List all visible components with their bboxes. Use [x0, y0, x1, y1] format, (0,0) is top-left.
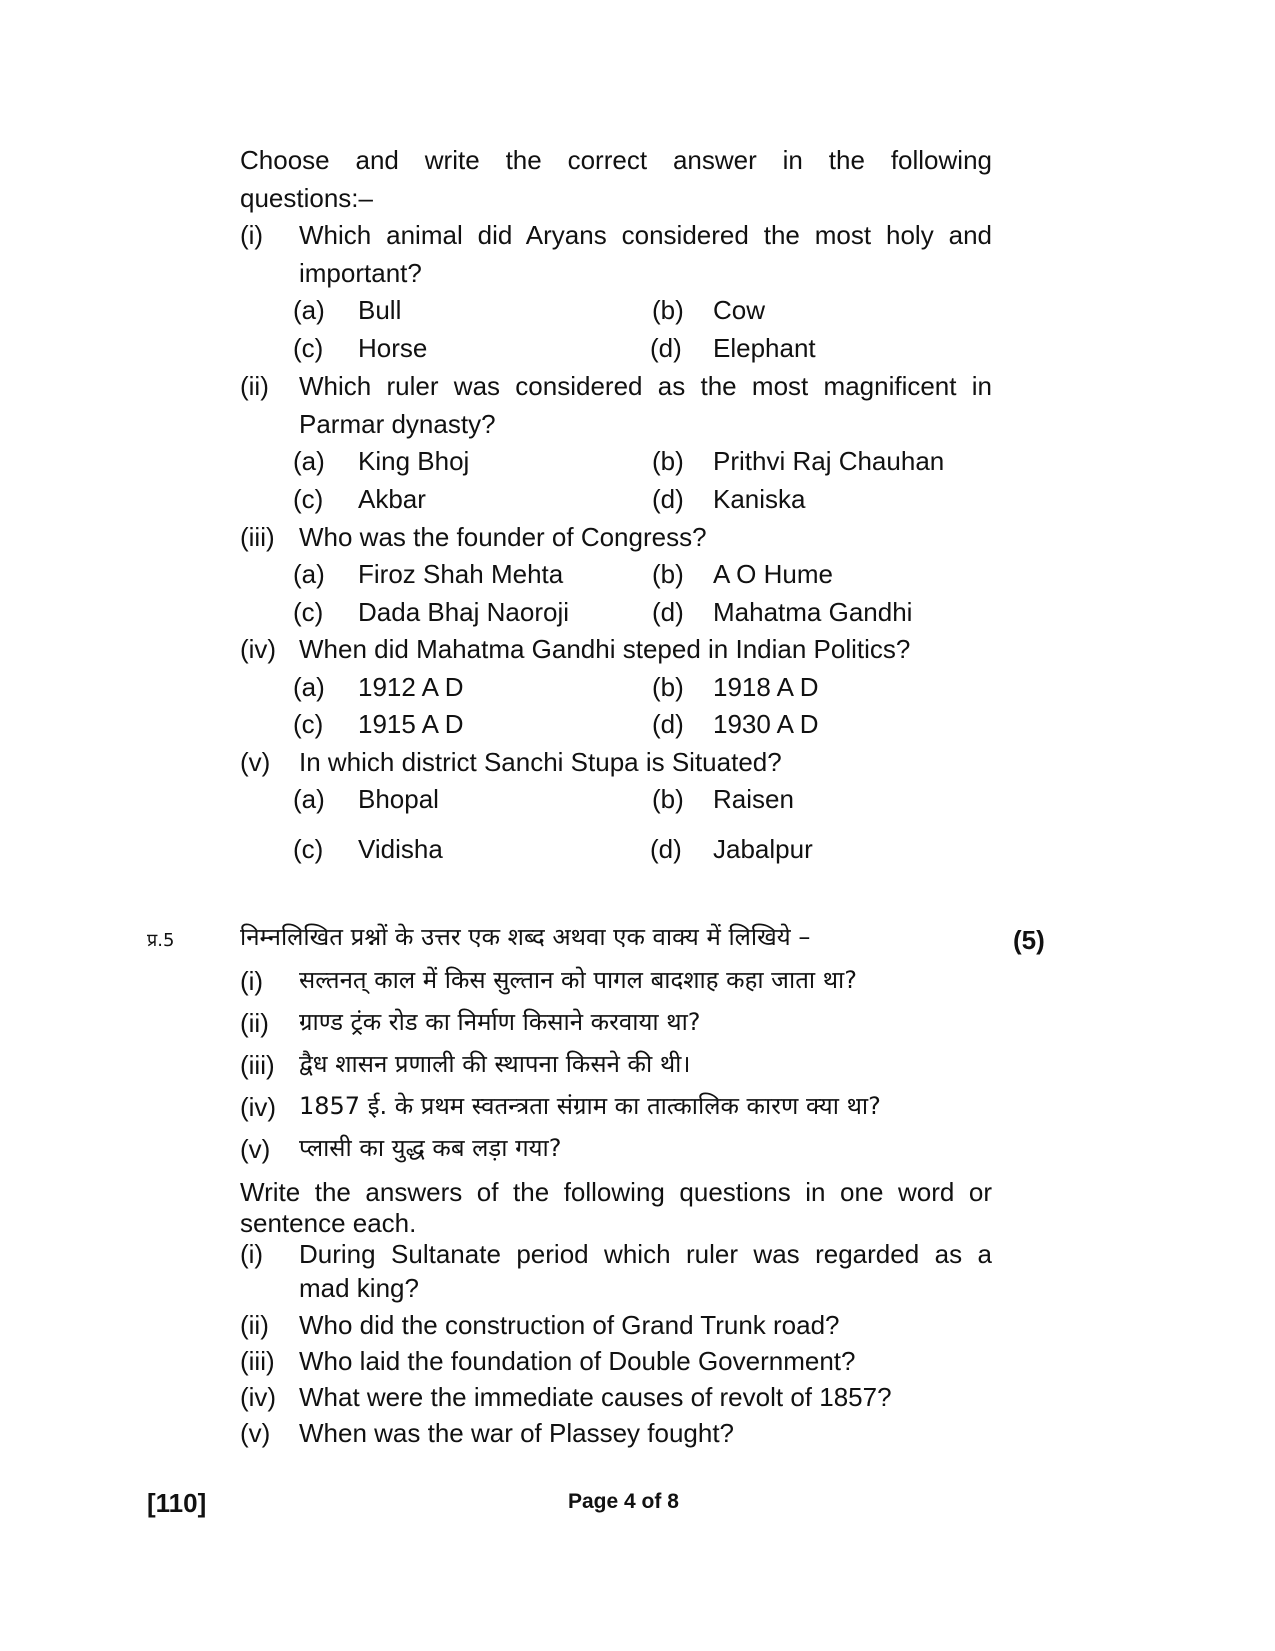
option-text: Elephant: [713, 333, 816, 363]
question-text: When did Mahatma Gandhi steped in Indian Politics?: [299, 634, 911, 664]
option-label: (b): [652, 672, 684, 702]
option-label: (a): [293, 784, 325, 814]
question-text-hindi: ग्राण्ड ट्रंक रोड का निर्माण किसाने करवाया था?: [299, 1008, 701, 1036]
question-number: (i): [240, 220, 264, 250]
option-text: 1918 A D: [713, 672, 819, 702]
option-label: (b): [652, 784, 684, 814]
option-text: Jabalpur: [713, 834, 813, 864]
question-text: important?: [299, 258, 422, 288]
option-label: (d): [652, 709, 684, 739]
question-number: (i): [240, 966, 264, 996]
question-text-hindi: द्वैध शासन प्रणाली की स्थापना किसने की थी।: [299, 1050, 691, 1078]
option-text: Dada Bhaj Naoroji: [358, 597, 570, 627]
option-label: (c): [293, 484, 324, 514]
option-text: A O Hume: [713, 559, 833, 589]
option-text: King Bhoj: [358, 446, 470, 476]
question-text: During Sultanate period which ruler was regarded as a: [299, 1239, 992, 1269]
option-label: (a): [293, 559, 325, 589]
question-text: When was the war of Plassey fought?: [299, 1418, 735, 1448]
question-number: (iii): [240, 522, 275, 552]
option-text: Firoz Shah Mehta: [358, 559, 564, 589]
question-text: In which district Sanchi Stupa is Situated?: [299, 747, 782, 777]
option-text: Akbar: [358, 484, 426, 514]
paper-code: [110]: [147, 1488, 207, 1518]
question-text: What were the immediate causes of revolt of 1857?: [299, 1382, 892, 1412]
question-number: (v): [240, 747, 271, 777]
question-text: Who was the founder of Congress?: [299, 522, 707, 552]
instruction-line: sentence each.: [240, 1208, 417, 1238]
option-label: (d): [650, 333, 682, 363]
option-label: (a): [293, 446, 325, 476]
instruction-hindi: निम्नलिखित प्रश्नों के उत्तर एक शब्द अथवा एक वाक्य में लिखिये –: [240, 923, 811, 951]
question-text-hindi: 1857 ई. के प्रथम स्वतन्त्रता संग्राम का तात्कालिक कारण क्या था?: [299, 1092, 881, 1120]
option-label: (a): [293, 295, 325, 325]
option-label: (b): [652, 559, 684, 589]
option-text: Bhopal: [358, 784, 439, 814]
option-label: (b): [652, 446, 684, 476]
question-number: (i): [240, 1239, 264, 1269]
question-number: (iv): [240, 634, 277, 664]
option-text: 1912 A D: [358, 672, 464, 702]
question-number: (ii): [240, 1310, 269, 1340]
option-label: (c): [293, 333, 324, 363]
instruction-line: Choose and write the correct answer in the following: [240, 145, 992, 175]
question-number: (v): [240, 1418, 271, 1448]
option-label: (d): [652, 597, 684, 627]
option-text: Mahatma Gandhi: [713, 597, 913, 627]
question-text: Which animal did Aryans considered the most holy and: [299, 220, 992, 250]
option-label: (b): [652, 295, 684, 325]
question-number: (ii): [240, 1008, 269, 1038]
option-label: (d): [650, 834, 682, 864]
question-text-hindi: प्लासी का युद्ध कब लड़ा गया?: [299, 1134, 562, 1162]
question-number: (ii): [240, 371, 269, 401]
option-text: Bull: [358, 295, 402, 325]
question-text: Who did the construction of Grand Trunk road?: [299, 1310, 840, 1340]
instruction-line: Write the answers of the following questions in one word or: [240, 1177, 992, 1207]
question-text: Parmar dynasty?: [299, 409, 496, 439]
option-text: 1930 A D: [713, 709, 819, 739]
option-label: (d): [652, 484, 684, 514]
instruction-line: questions:–: [240, 183, 373, 213]
option-text: 1915 A D: [358, 709, 464, 739]
option-text: Horse: [358, 333, 428, 363]
question-number: (v): [240, 1134, 271, 1164]
question-text: Which ruler was considered as the most magnificent in: [299, 371, 992, 401]
page-number: Page 4 of 8: [568, 1490, 679, 1513]
option-text: Prithvi Raj Chauhan: [713, 446, 945, 476]
question-number: (iii): [240, 1050, 275, 1080]
option-label: (c): [293, 597, 324, 627]
option-text: Cow: [713, 295, 766, 325]
option-text: Vidisha: [358, 834, 443, 864]
question-number: (iv): [240, 1382, 277, 1412]
option-text: Kaniska: [713, 484, 806, 514]
question-number: (iii): [240, 1346, 275, 1376]
option-label: (c): [293, 834, 324, 864]
question-text: mad king?: [299, 1273, 419, 1303]
option-label: (a): [293, 672, 325, 702]
question-text: Who laid the foundation of Double Government?: [299, 1346, 856, 1376]
option-text: Raisen: [713, 784, 794, 814]
marks: (5): [1013, 925, 1045, 955]
question-label: प्र.5: [147, 930, 175, 951]
option-label: (c): [293, 709, 324, 739]
question-number: (iv): [240, 1092, 277, 1122]
question-text-hindi: सल्तनत् काल में किस सुल्तान को पागल बादशाह कहा जाता था?: [299, 966, 858, 994]
